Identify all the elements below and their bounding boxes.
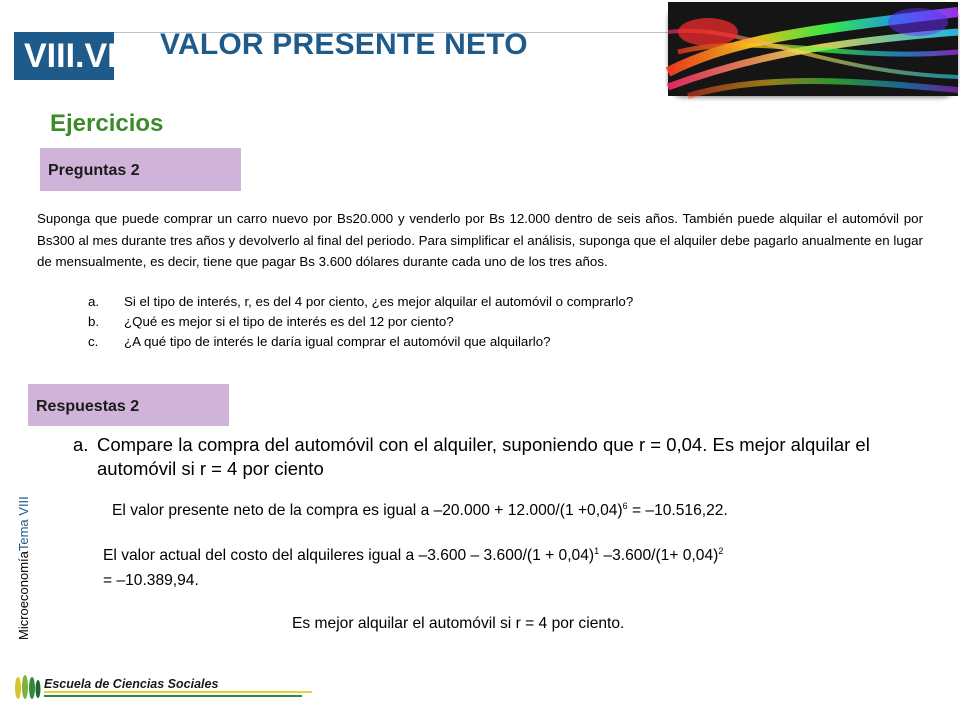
leaves-icon: [12, 672, 42, 702]
list-item: [88, 312, 808, 332]
question-text: ¿Qué es mejor si el tipo de interés es del 12 por ciento?: [124, 314, 454, 329]
course-name: Microeconomía: [16, 551, 31, 640]
decorative-light-image: [668, 2, 958, 96]
lease-cost-text: El valor actual del costo del alquileres igual a –3.600 – 3.600/(1 + 0,04): [103, 547, 595, 564]
page-title: VALOR PRESENTE NETO: [160, 28, 528, 61]
light-streaks-graphic: [668, 2, 958, 96]
questions-label: Preguntas 2: [40, 148, 241, 191]
answer-letter: a.: [73, 434, 89, 455]
problem-statement: Suponga que puede comprar un carro nuevo por Bs20.000 y venderlo por Bs 12.000 dentro de seis años. También puede alquilar el automóvil por Bs300 al mes durante tres años y devolverlo al final del periodo. Para simplificar el análisis, suponga que el alquiler debe pagarlo anualmente en lugar de mensualmente, es decir, tiene que pagar Bs 3.600 dólares durante cada uno de los tres años.: [37, 211, 923, 269]
purchase-npv-result: = –10.516,22.: [627, 502, 728, 519]
question-text: ¿A qué tipo de interés le daría igual comprar el automóvil que alquilarlo?: [124, 334, 551, 349]
answers-label: Respuestas 2: [28, 384, 229, 426]
section-heading: Ejercicios: [50, 110, 164, 137]
answer-a: [73, 433, 873, 481]
question-text: Si el tipo de interés, r, es del 4 por ciento, ¿es mejor alquilar el automóvil o comprarlo?: [124, 294, 634, 309]
question-letter: a.: [88, 294, 100, 309]
lease-cost-result: = –10.389,94.: [103, 572, 199, 589]
chapter-badge: VIII.VII: [14, 32, 114, 80]
exponent: 2: [718, 545, 724, 556]
topic-name: Tema VIII: [16, 496, 31, 552]
question-list: [88, 292, 808, 352]
list-item: [88, 292, 808, 312]
conclusion-text: Es mejor alquilar el automóvil si r = 4 por ciento.: [292, 615, 625, 632]
answer-a-text: Compare la compra del automóvil con el alquiler, suponiendo que r = 0,04. Es mejor alquilar el automóvil si r = 4 por ciento: [97, 434, 870, 479]
footer-divider: [44, 691, 312, 693]
lease-cost-line: [103, 545, 723, 567]
exponent: 1: [594, 545, 600, 556]
school-name: Escuela de Ciencias Sociales: [44, 677, 219, 691]
question-letter: b.: [88, 314, 100, 329]
purchase-npv-text: El valor presente neto de la compra es igual a –20.000 + 12.000/(1 +0,04): [112, 502, 623, 519]
purchase-npv-line: [112, 500, 728, 522]
footer-divider: [44, 695, 302, 697]
question-letter: c.: [88, 334, 99, 349]
sidebar-course-label: [16, 496, 31, 640]
list-item: [88, 332, 808, 352]
exponent: 6: [622, 500, 628, 511]
lease-cost-text-2: –3.600/(1+ 0,04): [599, 547, 719, 564]
